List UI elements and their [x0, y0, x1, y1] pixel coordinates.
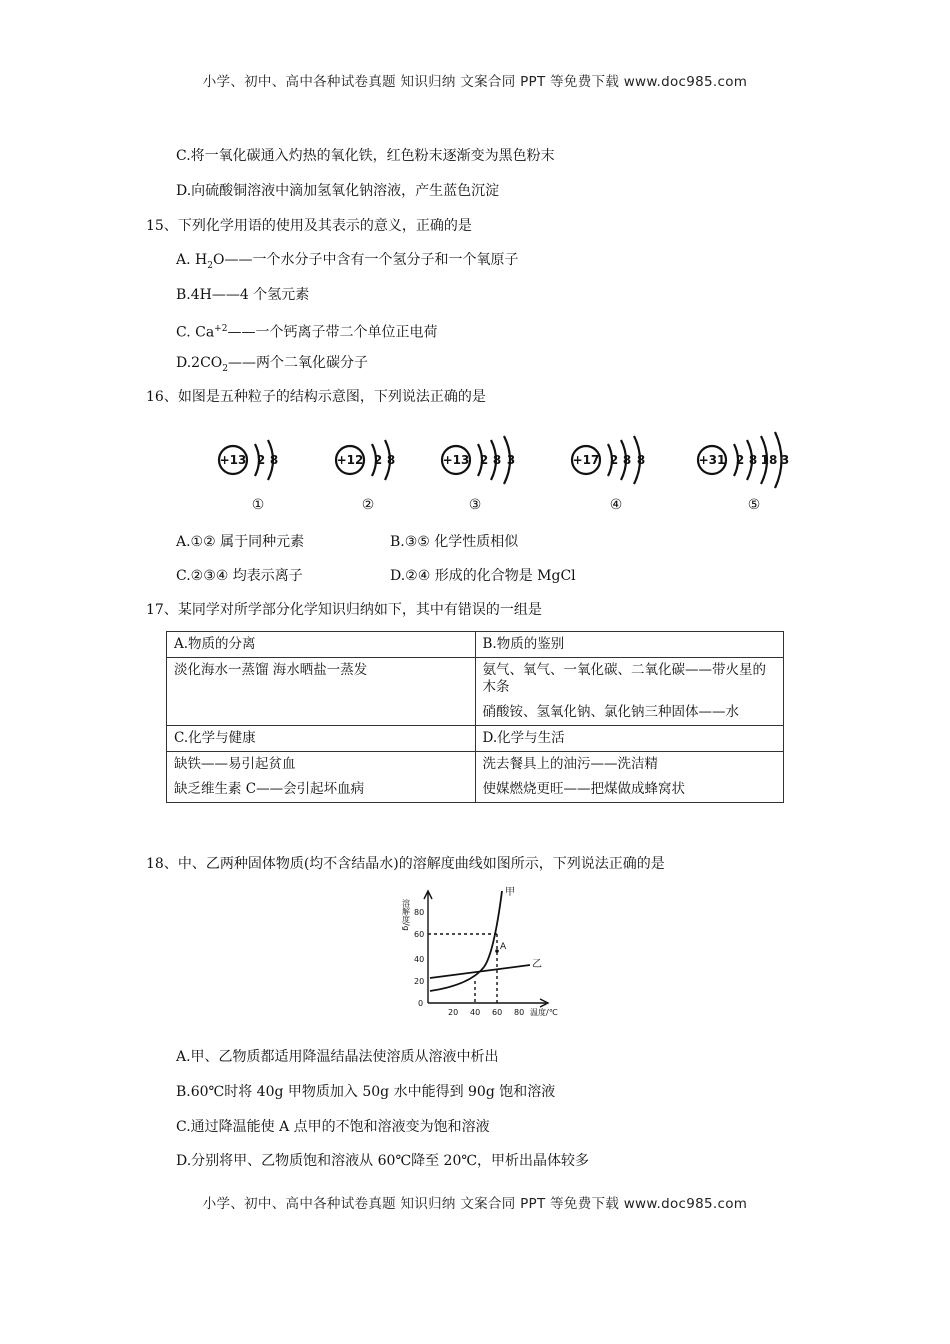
particle-3-nucleus: +13	[442, 453, 470, 467]
particle-4-nucleus: +17	[572, 453, 600, 467]
q16-option-d: D.②④ 形成的化合物是 MgCl	[390, 568, 576, 584]
q18-option-a: A.甲、乙物质都适用降温结晶法使溶质从溶液中析出	[176, 1049, 499, 1065]
solubility-curve-graph	[390, 885, 560, 1020]
page-footer: 小学、初中、高中各种试卷真题 知识归纳 文案合同 PPT 等免费下载 www.doc985.com	[202, 1196, 748, 1212]
q17-stem: 17、某同学对所学部分化学知识归纳如下，其中有错误的一组是	[146, 602, 542, 618]
q17-d-line-1: 洗去餐具上的油污——洗洁精	[482, 756, 658, 772]
particle-1-label: ①	[251, 497, 265, 513]
particle-3-label: ③	[468, 497, 482, 513]
y-tick-40: 40	[414, 955, 425, 964]
q17-d-line-2: 使媒燃烧更旺——把煤做成蜂窝状	[482, 781, 685, 797]
particle-1-shell-1: 2	[256, 453, 266, 467]
particle-5-nucleus: +31	[698, 453, 726, 467]
q17-cell-c-title: C.化学与健康	[167, 726, 476, 752]
y-tick-20: 20	[414, 977, 425, 986]
particle-2-nucleus: +12	[336, 453, 364, 467]
y-tick-60: 60	[414, 930, 425, 939]
q15-option-d: $D.2CO_2——$两个二氧化碳分子	[176, 355, 369, 374]
point-a-marker	[495, 949, 499, 953]
curve-jia-label: 甲	[505, 887, 515, 898]
particle-5-shell-1: 2	[735, 453, 745, 467]
q17-knowledge-table	[166, 631, 784, 803]
page-header: 小学、初中、高中各种试卷真题 知识归纳 文案合同 PPT 等免费下载 www.doc985.com	[202, 74, 748, 90]
curve-yi-label: 乙	[532, 959, 542, 970]
particle-4-shell-3: 8	[636, 453, 646, 467]
particle-4-shell-1: 2	[609, 453, 619, 467]
x-tick-60: 60	[492, 1008, 503, 1017]
particle-5-shell-3: 18	[760, 453, 778, 467]
particle-3-shell-1: 2	[479, 453, 489, 467]
x-axis-label: 温度/℃	[530, 1008, 558, 1017]
q17-cell-d-content	[475, 752, 784, 803]
q17-cell-c-content	[167, 752, 476, 803]
particle-5-shell-2: 8	[748, 453, 758, 467]
y-tick-80: 80	[414, 908, 425, 917]
y-axis-label: 溶解度/g	[401, 899, 411, 931]
q17-c-line-2: 缺乏维生素 C——会引起坏血病	[174, 781, 365, 797]
particle-2-label: ②	[361, 497, 375, 513]
curve-yi	[430, 965, 530, 978]
q17-cell-a-title: A.物质的分离	[167, 632, 476, 658]
x-tick-80: 80	[514, 1008, 525, 1017]
q17-cell-b-title: B.物质的鉴别	[475, 632, 784, 658]
particle-5-shell-4: 3	[780, 453, 790, 467]
q17-cell-d-title: D.化学与生活	[475, 726, 784, 752]
q17-cell-a-content	[167, 658, 476, 726]
particle-2-shell-2: 8	[386, 453, 396, 467]
q15-option-a: A. $H_2O——$一个水分子中含有一个氢分子和一个氧原子	[176, 252, 519, 271]
q15-option-c: C. $Ca^{+2}——$一个钙离子带二个单位正电荷	[176, 324, 438, 341]
q16-stem: 16、如图是五种粒子的结构示意图，下列说法正确的是	[146, 389, 486, 405]
particle-3-shell-2: 8	[492, 453, 502, 467]
q17-b-line-2: 硝酸铵、氢氧化钠、氯化钠三种固体——水	[482, 704, 739, 720]
particle-1-nucleus: +13	[219, 453, 247, 467]
point-a-label: A	[500, 942, 507, 952]
particle-3-shell-3: 3	[506, 453, 516, 467]
q15-stem: 15、下列化学用语的使用及其表示的意义，正确的是	[146, 218, 472, 234]
q14-option-c: C.将一氧化碳通入灼热的氧化铁，红色粉末逐渐变为黑色粉末	[176, 148, 555, 164]
y-tick-0: 0	[418, 999, 424, 1008]
q15-option-b: B.4H——4 个氢元素	[176, 287, 310, 303]
q16-option-c: C.②③④ 均表示离子	[176, 568, 303, 584]
q18-option-b: B.60℃时将 40g 甲物质加入 50g 水中能得到 90g 饱和溶液	[176, 1084, 556, 1100]
q17-c-line-1: 缺铁——易引起贫血	[174, 756, 296, 772]
q17-cell-b-content	[475, 658, 784, 726]
q17-a-line-1: 淡化海水一蒸馏 海水晒盐一蒸发	[174, 662, 368, 678]
x-tick-40: 40	[470, 1008, 481, 1017]
q16-option-a: A.①② 属于同种元素	[176, 534, 305, 550]
q14-option-d: D.向硫酸铜溶液中滴加氢氧化钠溶液，产生蓝色沉淀	[176, 183, 500, 199]
particle-4-label: ④	[609, 497, 623, 513]
particle-4-shell-2: 8	[622, 453, 632, 467]
q18-option-d: D.分别将甲、乙物质饱和溶液从 60℃降至 20℃，甲析出晶体较多	[176, 1153, 590, 1169]
q18-stem: 18、中、乙两种固体物质(均不含结晶水)的溶解度曲线如图所示，下列说法正确的是	[146, 856, 665, 872]
q18-option-c: C.通过降温能使 A 点甲的不饱和溶液变为饱和溶液	[176, 1119, 490, 1135]
particle-5-label: ⑤	[747, 497, 761, 513]
atomic-structure-diagrams	[200, 418, 800, 518]
q17-b-line-1: 氨气、氧气、一氧化碳、二氧化碳——带火星的木条	[482, 662, 766, 695]
q16-option-b: B.③⑤ 化学性质相似	[390, 534, 519, 550]
particle-1-shell-2: 8	[269, 453, 279, 467]
particle-2-shell-1: 2	[373, 453, 383, 467]
x-tick-20: 20	[448, 1008, 459, 1017]
